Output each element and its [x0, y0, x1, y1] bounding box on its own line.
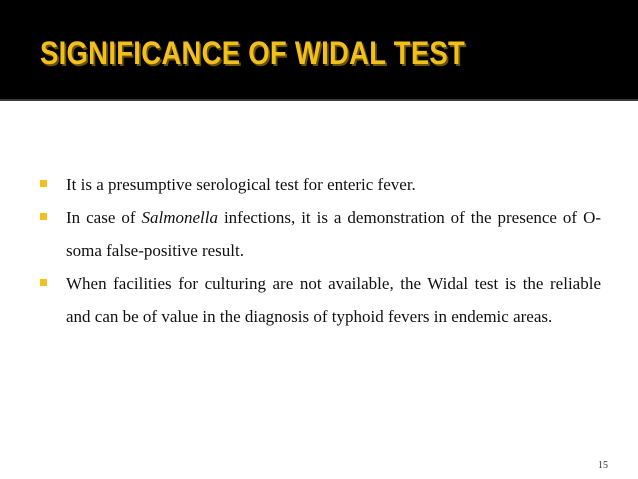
- bullet-text-2-before: In case of: [66, 208, 142, 227]
- bullet-list: [40, 168, 601, 333]
- title-bar-divider: [0, 99, 638, 101]
- bullet-item-1: [40, 168, 601, 201]
- bullet-text-2-after: infections, it is a demonstration of the presence of O-soma false-positive result.: [66, 208, 602, 260]
- bullet-item-3: [40, 267, 601, 333]
- title-bar: [0, 0, 638, 101]
- bullet-text-3: When facilities for culturing are not available, the Widal test is the reliable and can be of value in the diagnosis of typhoid fevers in endemic areas.: [66, 274, 601, 326]
- bullet-item-2: [40, 201, 601, 267]
- slide-title: SIGNIFICANCE OF WIDAL TEST: [40, 35, 466, 71]
- square-bullet-icon: [40, 279, 47, 286]
- square-bullet-icon: [40, 180, 47, 187]
- page-number: 15: [598, 460, 608, 471]
- square-bullet-icon: [40, 213, 47, 220]
- bullet-text-2-italic: Salmonella: [141, 208, 218, 227]
- bullet-text-1: It is a presumptive serological test for enteric fever.: [66, 175, 416, 194]
